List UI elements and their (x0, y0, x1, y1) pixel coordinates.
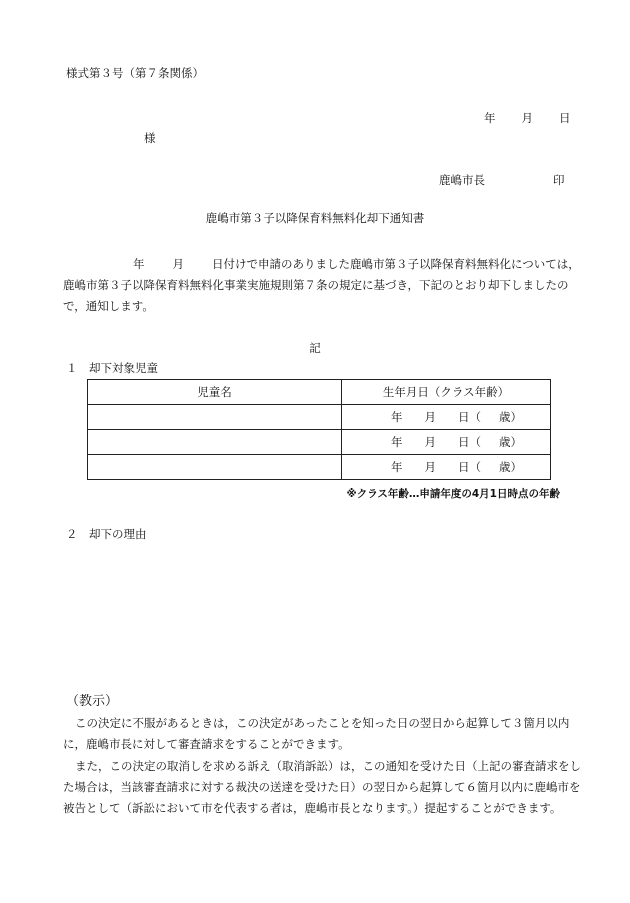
issuer (439, 172, 565, 188)
seal-mark: 印 (553, 173, 565, 187)
class-age-note: ※クラス年齢…申請年度の4月1日時点の年齢 (346, 488, 560, 500)
table-row (88, 455, 551, 480)
child-name-cell (88, 455, 342, 480)
body-year: 年 (133, 257, 145, 271)
child-name-cell (88, 405, 342, 430)
date-day: 日 (559, 111, 571, 125)
date-line (484, 110, 571, 126)
addressee-suffix: 様 (144, 131, 156, 145)
birthdate-cell: 年 月 日（ 歳） (342, 430, 551, 455)
children-table (87, 379, 551, 480)
document-title: 鹿嶋市第３子以降保育料無料化却下通知書 (205, 211, 425, 225)
date-year: 年 (484, 111, 496, 125)
header-child-name: 児童名 (88, 380, 342, 405)
child-name-cell (88, 430, 342, 455)
birthdate-cell: 年 月 日（ 歳） (342, 405, 551, 430)
section2-heading: ２ 却下の理由 (66, 527, 147, 541)
header-birthdate: 生年月日（クラス年齢） (342, 380, 551, 405)
table-header-row (88, 380, 551, 405)
birthdate-cell: 年 月 日（ 歳） (342, 455, 551, 480)
body-paragraph (63, 254, 583, 317)
table-row (88, 430, 551, 455)
notice-paragraph: また，この決定の取消しを求める訴え（取消訴訟）は，この通知を受けた日（上記の審査請求をした場合は，当該審査請求に対する裁決の送達を受けた日）の翌日から起算して６箇月以内に鹿嶋市を被告として（訴訟において市を代表する者は，鹿嶋市長となります。）提起することができます。 (63, 759, 581, 815)
notice-heading: （教示） (66, 694, 119, 709)
body-text: 日付けで申請のありました鹿嶋市第３子以降保育料無料化については，鹿嶋市第３子以降保育料無料化事業実施規則第７条の規定に基づき，下記のとおり却下しましたので，通知します。 (63, 257, 580, 313)
notice-paragraph: この決定に不服があるときは，この決定があったことを知った日の翌日から起算して３箇月以内に，鹿嶋市長に対して審査請求をすることができます。 (63, 716, 570, 751)
table-row (88, 405, 551, 430)
form-label: 様式第３号（第７条関係） (66, 66, 204, 80)
issuer-name: 鹿嶋市長 (439, 173, 485, 187)
ki-label: 記 (309, 341, 321, 355)
body-month: 月 (172, 257, 184, 271)
section1-heading: １ 却下対象児童 (66, 361, 158, 375)
date-month: 月 (521, 111, 533, 125)
